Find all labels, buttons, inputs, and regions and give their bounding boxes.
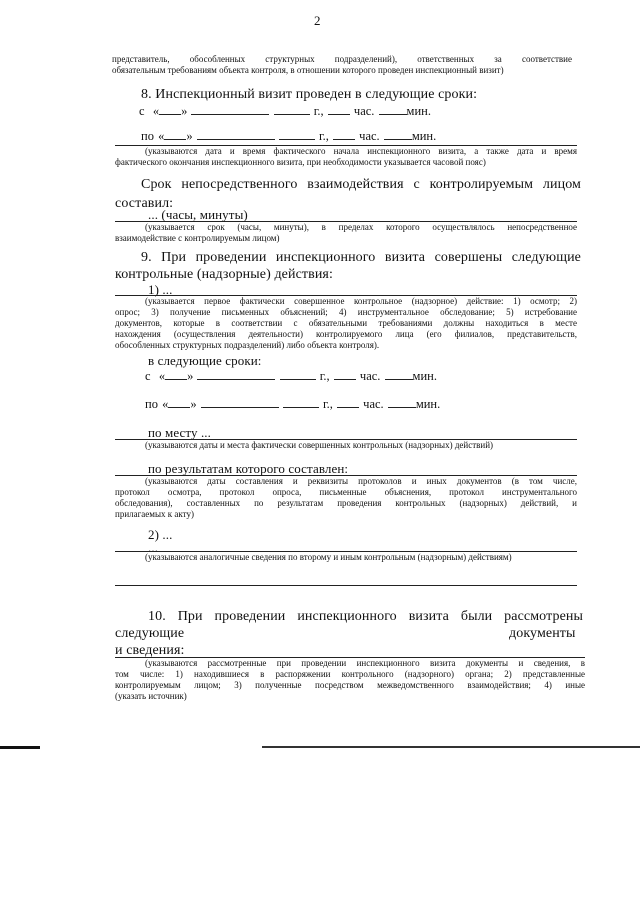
term-value: ... (часы, минуты) [148, 207, 248, 222]
terms-label: в следующие сроки: [148, 353, 262, 368]
section-10-info-label: и сведения: [115, 643, 185, 658]
place-note: (указываются даты и места фактически совершенных контрольных (надзорных) действий) [145, 440, 494, 450]
end-date-line: по « » г., час. мин. [141, 129, 437, 143]
intro-text: представитель, обособленных структурных подразделений), ответственных за соответствие обязательным требованиям объекта контроля, в отношении которого проведен инспекционный визит) [112, 54, 572, 75]
start-date-line: с « » г., час. мин. [139, 104, 431, 118]
result-note: (указываются даты составления и реквизиты протоколов и иных документов (в том числе, протокол осмотра, протокол опроса, письменные объяснения, протокол инструментального обследования), составленных по результатам проведения контрольных (надзорных) действий, и прилагаемых к акту) [115, 476, 577, 519]
term-note: (указывается срок (часы, минуты), в пределах которого осуществлялось непосредственное взаимодействие с контролируемым лицом) [115, 222, 577, 243]
action-2-ellipsis: ... [148, 540, 159, 555]
action-start-date-line: с « » г., час. мин. [145, 369, 437, 383]
action-1-label: 1) ... [148, 282, 173, 297]
section-9-heading: 9. При проведении инспекционного визита совершены следующие [141, 250, 581, 265]
bottom-rule [262, 746, 640, 748]
s10-note: (указываются рассмотренные при проведении инспекционного визита документы и сведения, в том числе: 1) находившиеся в распоряжении контрольного (надзорного) органа; 2) представленные контролируемым лицом; 3) полученные посредством межведомственного взаимодействия; 4) иные (указать источник) [115, 658, 585, 701]
section-10-word-following: следующие [115, 626, 185, 641]
s8-note: (указываются дата и время фактического начала инспекционного визита, а также дата и время фактического окончания инспекционного визита, при необходимости указывается часовой пояс) [115, 146, 577, 167]
section-8-heading: 8. Инспекционный визит проведен в следующие сроки: [141, 87, 478, 102]
action-2-note: (указываются аналогичные сведения по второму и иным контрольным (надзорным) действиям) [145, 552, 512, 562]
blank-divider [115, 585, 577, 586]
section-10-word-documents: документы [509, 626, 576, 641]
term-heading: Срок непосредственного взаимодействия с контролируемым лицом [141, 177, 581, 192]
section-10-heading: 10. При проведении инспекционного визита были рассмотрены [148, 609, 583, 624]
result-label: по результатам которого составлен: [148, 461, 349, 476]
scan-edge-rule [0, 746, 40, 749]
action-1-note: (указывается первое фактически совершенное контрольное (надзорное) действие: 1) осмотр; 2) опрос; 3) получение письменных объяснений; 4) инструментальное обследование; 5) истребование документов, которые в соответствии с обязательными требованиями должны находиться в месте нахождения (осуществления деятельности) контролируемого лица (его филиалов, представительств, обособленных структурных подразделений) либо объекта контроля). [115, 296, 577, 350]
term-label: составил: [115, 196, 174, 211]
action-end-date-line: по « » г., час. мин. [145, 397, 441, 411]
action-2-label: 2) ... [148, 527, 173, 542]
page-number: 2 [314, 13, 321, 28]
section-9-subheading: контрольные (надзорные) действия: [115, 267, 333, 282]
place-label: по месту ... [148, 425, 212, 440]
